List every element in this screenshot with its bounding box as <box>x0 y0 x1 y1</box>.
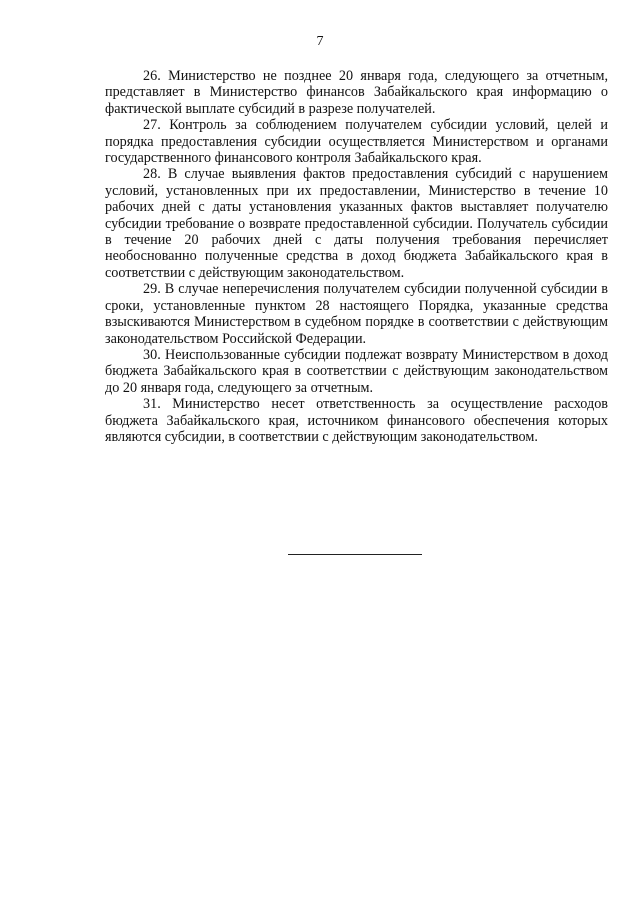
document-body <box>105 68 608 445</box>
paragraph-29: 29. В случае неперечисления получателем субсидии полученной субсидии в сроки, установленные пунктом 28 настоящего Порядка, указанные средства взыскиваются Министерством в судебном порядке в соответствии с действующим законодательством Российской Федерации. <box>105 281 608 347</box>
paragraph-30: 30. Неиспользованные субсидии подлежат возврату Министерством в доход бюджета Забайкальского края в соответствии с действующим законодательством до 20 января года, следующего за отчетным. <box>105 346 608 396</box>
end-of-document-rule <box>288 554 422 555</box>
paragraph-27: 27. Контроль за соблюдением получателем субсидии условий, целей и порядка предоставления субсидии осуществляется Министерством и органами государственного финансового контроля Забайкальского края. <box>105 117 608 167</box>
page-number: 7 <box>316 34 324 49</box>
paragraph-31: 31. Министерство несет ответственность за осуществление расходов бюджета Забайкальского края, источником финансового обеспечения которых являются субсидии, в соответствии с действующим законодательством. <box>105 396 608 445</box>
paragraph-28: 28. В случае выявления фактов предоставления субсидий с нарушением условий, установленных при их предоставлении, Министерство в течение 10 рабочих дней с даты установления указанных фактов выставляет получателю субсидии требование о возврате предоставленной субсидии. Получатель субсидии в течение 20 рабочих дней с даты получения требования перечисляет необоснованно полученные средства в доход бюджета Забайкальского края в соответствии с действующим законодательством. <box>105 166 608 281</box>
paragraph-26: 26. Министерство не позднее 20 января года, следующего за отчетным, представляет в Министерство финансов Забайкальского края информацию о фактической выплате субсидий в разрезе получателей. <box>105 68 608 117</box>
